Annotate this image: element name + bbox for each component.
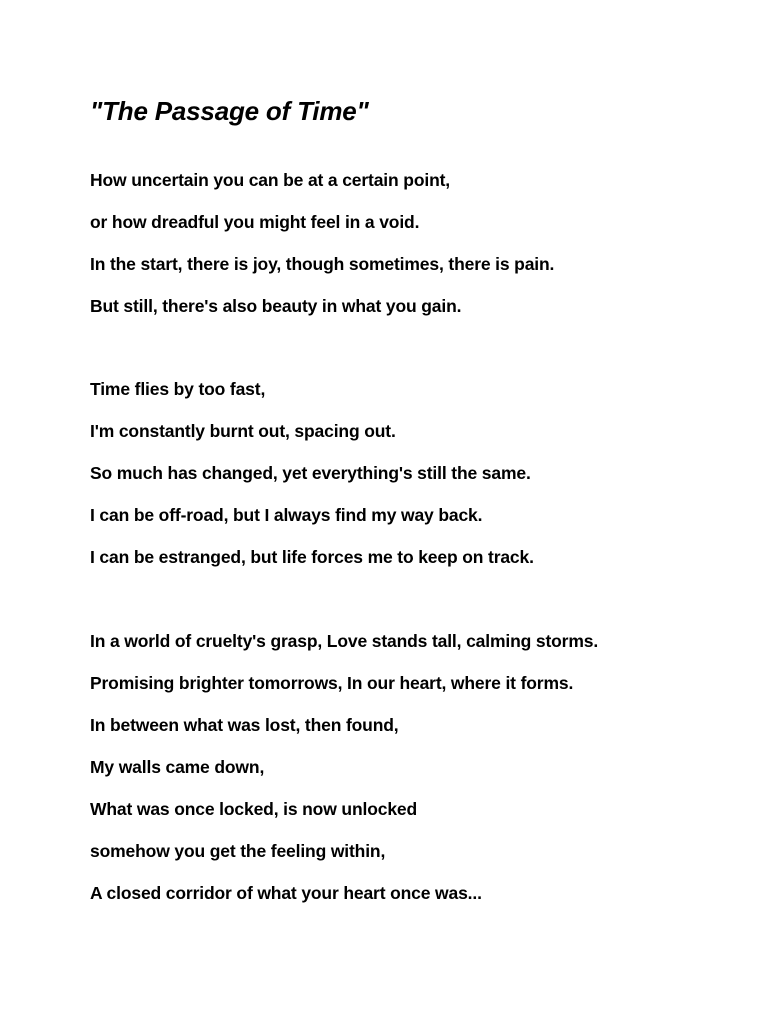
poem-line: How uncertain you can be at a certain point,	[90, 170, 450, 190]
poem-line: somehow you get the feeling within,	[90, 841, 386, 861]
poem-title: "The Passage of Time"	[90, 96, 369, 126]
poem-line: I can be off-road, but I always find my way back.	[90, 505, 483, 525]
stanza-2	[90, 379, 534, 589]
poem-line: or how dreadful you might feel in a void.	[90, 212, 420, 232]
poem-line: But still, there's also beauty in what you gain.	[90, 296, 462, 316]
stanza-3	[90, 631, 598, 925]
poem-line: Promising brighter tomorrows, In our heart, where it forms.	[90, 673, 574, 693]
poem-line: In between what was lost, then found,	[90, 715, 399, 735]
poem-line: I can be estranged, but life forces me to keep on track.	[90, 547, 534, 567]
poem-line: In a world of cruelty's grasp, Love stands tall, calming storms.	[90, 631, 599, 651]
poem-line: I'm constantly burnt out, spacing out.	[90, 421, 396, 441]
poem-line: So much has changed, yet everything's still the same.	[90, 463, 531, 483]
poem-line: My walls came down,	[90, 757, 265, 777]
stanza-1	[90, 170, 554, 338]
poem-line: In the start, there is joy, though sometimes, there is pain.	[90, 254, 555, 274]
poem-line: A closed corridor of what your heart once was...	[90, 883, 482, 903]
poem-line: Time flies by too fast,	[90, 379, 266, 399]
poem-line: What was once locked, is now unlocked	[90, 799, 418, 819]
